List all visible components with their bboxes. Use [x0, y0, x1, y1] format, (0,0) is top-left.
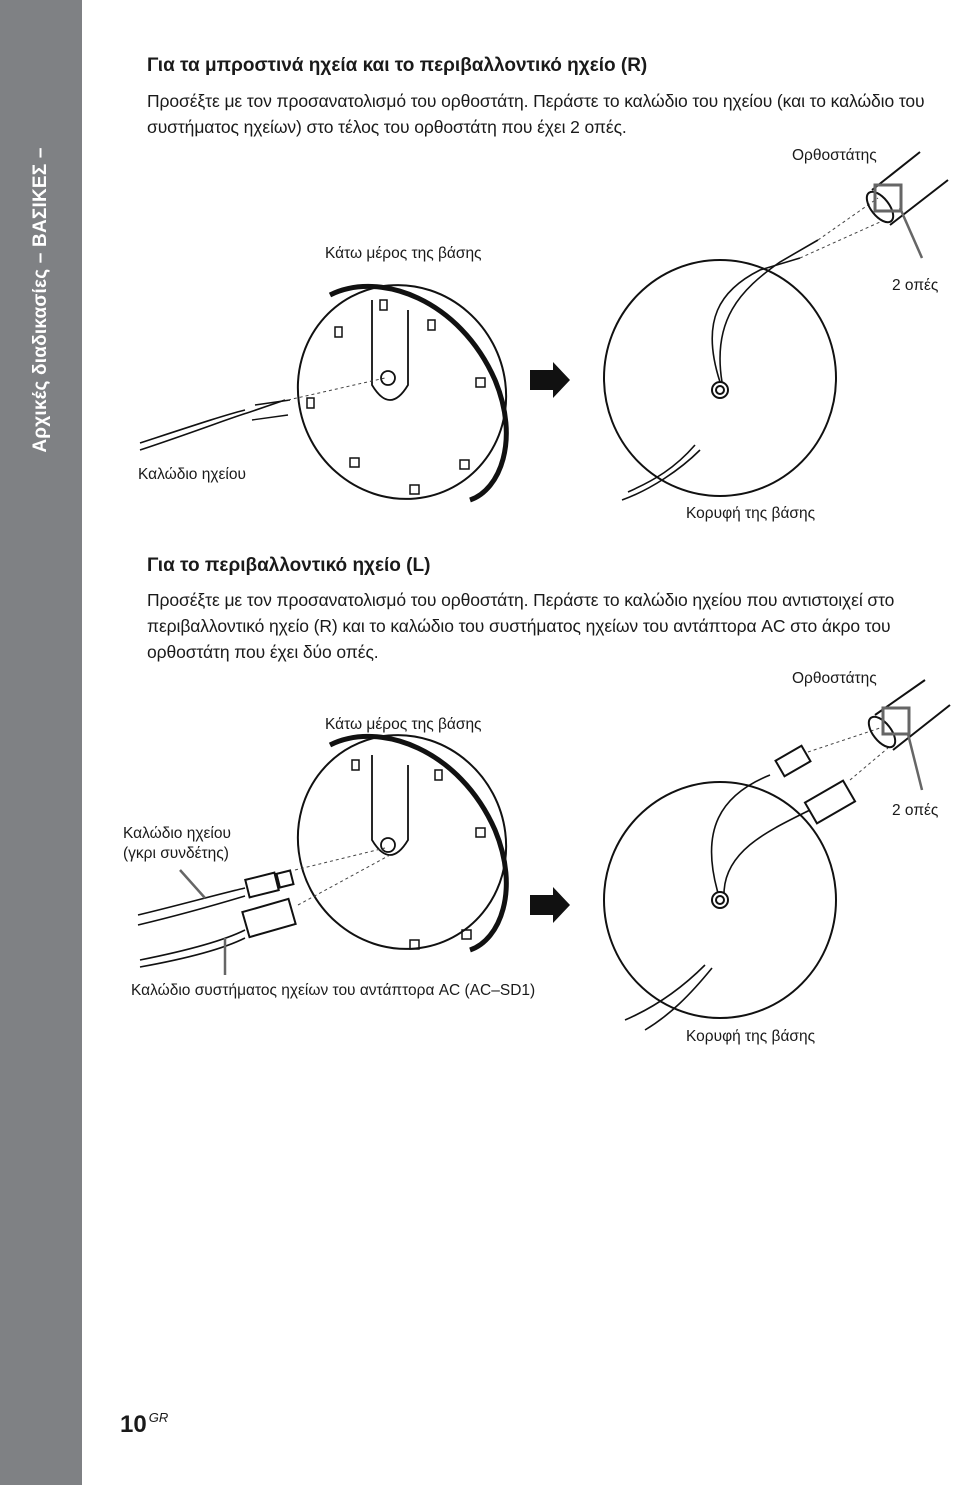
label-base-top-1: Κορυφή της βάσης — [686, 505, 816, 522]
page-number-suffix: GR — [148, 1410, 169, 1425]
label-two-holes-2: 2 οπές — [892, 802, 939, 819]
base-bottom-figure-1 — [260, 248, 543, 535]
label-system-cord: Καλώδιο συστήματος ηχείων του αντάπτορα AC (AC–SD1) — [131, 982, 536, 999]
label-base-top-2: Κορυφή της βάσης — [686, 1028, 816, 1045]
label-speaker-cord-1: Καλώδιο ηχείου — [138, 466, 246, 483]
label-base-bottom-1: Κάτω μέρος της βάσης — [325, 245, 482, 262]
section-title: Αρχικές διαδικασίες – ΒΑΣΙΚΕΣ – — [30, 147, 51, 453]
label-stand-2: Ορθοστάτης — [792, 670, 877, 687]
arrow-icon-2 — [530, 887, 570, 923]
section-front-body: Προσέξτε με τον προσανατολισμό του ορθοστάτη. Περάστε το καλώδιο του ηχείου (και το καλώδιο του συστήματος ηχείων) στο τέλος του ορθοστάτη που έχει 2 οπές. — [147, 91, 925, 137]
page-number — [120, 1410, 168, 1439]
label-base-bottom-2: Κάτω μέρος της βάσης — [325, 716, 482, 733]
label-stand-1: Ορθοστάτης — [792, 147, 877, 164]
label-speaker-cord-2: Καλώδιο ηχείου — [123, 825, 231, 842]
section-front-heading: Για τα μπροστινά ηχεία και το περιβαλλοντικό ηχείο (R) — [147, 55, 648, 76]
base-top-figure-1 — [604, 260, 836, 496]
label-speaker-cord-2-connector: (γκρι συνδέτης) — [123, 845, 229, 862]
arrow-icon-1 — [530, 362, 570, 398]
base-bottom-figure-2 — [260, 698, 543, 985]
stand-figure-2 — [864, 680, 950, 790]
stand-figure-1 — [862, 152, 948, 258]
page-number-value: 10 — [120, 1411, 147, 1438]
label-two-holes-1: 2 οπές — [892, 277, 939, 294]
section-surround-l-heading: Για το περιβαλλοντικό ηχείο (L) — [147, 555, 431, 576]
section-surround-l-body: Προσέξτε με τον προσανατολισμό του ορθοστάτη. Περάστε το καλώδιο ηχείου που αντιστοιχεί στο περιβαλλοντικό ηχείο (R) και το καλώδιο του συστήματος ηχείων του αντάπτορα AC στο άκρο του ορθοστάτη που έχει δύο οπές. — [147, 590, 895, 662]
base-top-figure-2 — [604, 782, 836, 1018]
